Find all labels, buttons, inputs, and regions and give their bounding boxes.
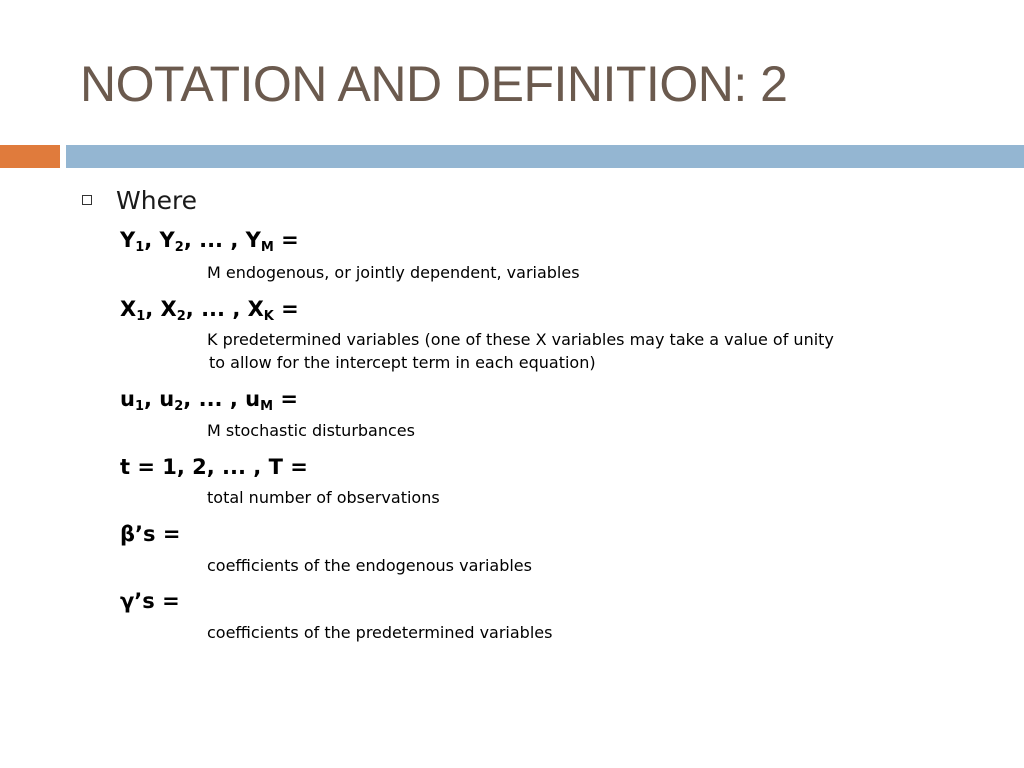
term-y: $Y_1$, $Y_2$, ... , $Y_M$ = (120, 228, 299, 255)
bullet-text: Where (116, 185, 198, 215)
bullet-where (82, 182, 197, 218)
term-u: $u_1$, $u_2$, ... , $u_M$ = (120, 387, 298, 414)
definition-y: M endogenous, or jointly dependent, variables (207, 263, 580, 282)
definition-beta: coefficients of the endogenous variables (207, 556, 532, 575)
definition-x-line-1: K predetermined variables (one of these X variables may take a value of unity (207, 330, 834, 349)
slide-title: NOTATION AND DEFINITION: 2 (80, 56, 788, 112)
definition-u: M stochastic disturbances (207, 421, 415, 440)
definition-t: total number of observations (207, 488, 440, 507)
term-beta: β’s = (120, 522, 181, 546)
square-bullet-icon (82, 195, 92, 205)
definition-x-line-2: to allow for the intercept term in each equation) (209, 353, 596, 372)
term-x: $X_1$, $X_2$, ... , $X_K$ = (120, 297, 299, 324)
definition-gamma: coefficients of the predetermined variables (207, 623, 553, 642)
accent-bar-orange (0, 145, 60, 168)
term-t: t = 1, 2, ... , T = (120, 455, 308, 479)
accent-bar-blue (66, 145, 1024, 168)
term-gamma: γ’s = (120, 589, 180, 613)
